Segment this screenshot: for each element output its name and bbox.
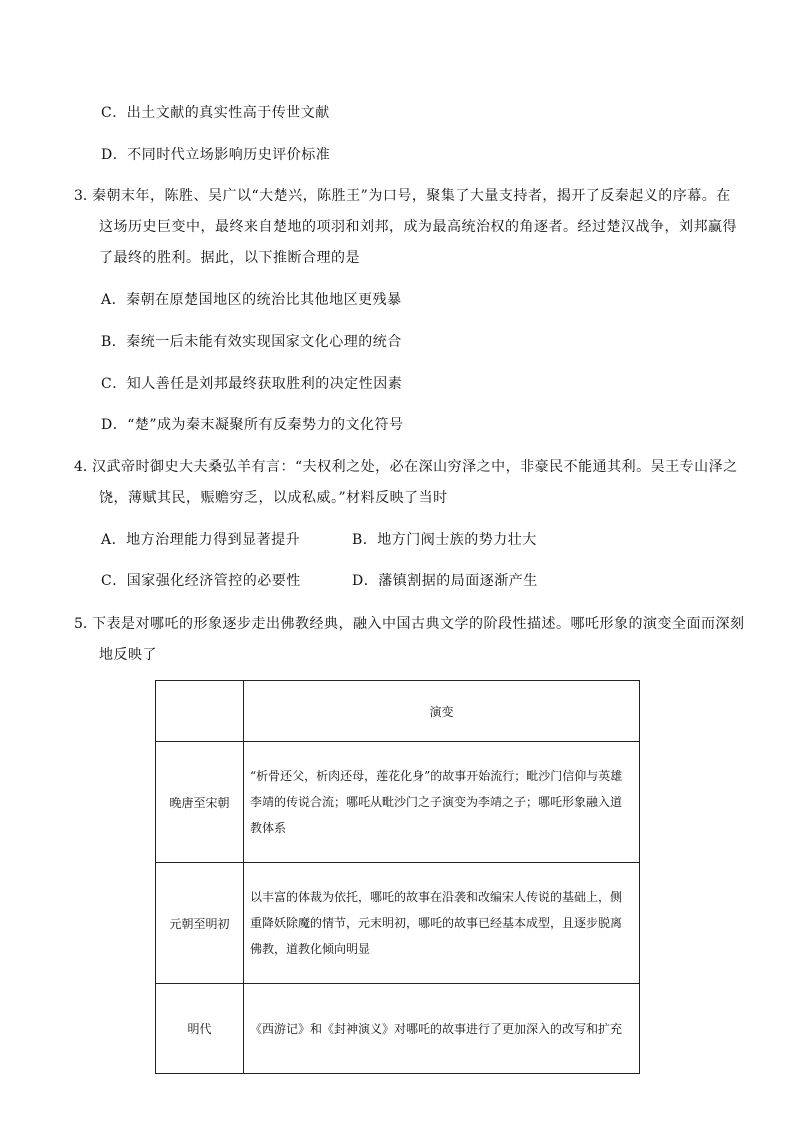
q3-option-c: C．知人善任是刘邦最终获取胜利的决定性因素 bbox=[101, 376, 403, 392]
q4-stem-line-1: 汉武帝时御史大夫桑弘羊有言：“夫权利之处，必在深山穷泽之中，非豪民不能通其利。吴王专山泽之 bbox=[92, 459, 738, 475]
q2-option-d: D．不同时代立场影响历史评价标准 bbox=[101, 147, 331, 163]
q3-stem-line-2: 这场历史巨变中，最终来自楚地的项羽和刘邦，成为最高统治权的角逐者。经过楚汉战争，刘邦赢得 bbox=[99, 219, 737, 235]
q5-stem-line-2: 地反映了 bbox=[99, 647, 157, 663]
q5-table-description: 以丰富的体裁为依托，哪吒的故事在沿袭和改编宋人传说的基础上，侧重降妖除魔的情节，元末明初，哪吒的故事已经基本成型，且逐步脱离佛教，道教化倾向明显 bbox=[244, 863, 640, 984]
q2-option-c: C．出土文献的真实性高于传世文献 bbox=[101, 105, 330, 121]
q3-option-a: A．秦朝在原楚国地区的统治比其他地区更残暴 bbox=[101, 292, 402, 308]
q4-number: 4． bbox=[74, 459, 97, 475]
q5-table-header-right: 演变 bbox=[244, 681, 640, 742]
q5-table-row bbox=[156, 984, 640, 1074]
q4-option-b: B．地方门阀士族的势力壮大 bbox=[352, 532, 537, 548]
q5-stem-line-1: 下表是对哪吒的形象逐步走出佛教经典，融入中国古典文学的阶段性描述。哪吒形象的演变全面而深刻 bbox=[92, 616, 745, 632]
q4-option-a: A．地方治理能力得到显著提升 bbox=[101, 532, 301, 548]
q4-option-c: C．国家强化经济管控的必要性 bbox=[101, 573, 301, 589]
q4-stem-line-2: 饶，薄赋其民，赈赡穷乏，以成私威。”材料反映了当时 bbox=[99, 490, 448, 506]
q3-stem-line-3: 了最终的胜利。据此，以下推断合理的是 bbox=[99, 250, 360, 266]
q3-option-d: D．“楚”成为秦末凝聚所有反秦势力的文化符号 bbox=[101, 417, 404, 433]
q5-number: 5． bbox=[74, 616, 97, 632]
q5-table-row bbox=[156, 742, 640, 863]
q3-option-b: B．秦统一后未能有效实现国家文化心理的统合 bbox=[101, 334, 402, 350]
q5-table-description: “析骨还父，析肉还母，莲花化身”的故事开始流行；毗沙门信仰与英雄李靖的传说合流；哪吒从毗沙门之子演变为李靖之子；哪吒形象融入道教体系 bbox=[244, 742, 640, 863]
q5-table-period: 晚唐至宋朝 bbox=[156, 742, 244, 863]
q5-table-period: 元朝至明初 bbox=[156, 863, 244, 984]
q3-number: 3． bbox=[74, 188, 97, 204]
q5-table-element bbox=[155, 680, 640, 1074]
q5-table-description: 《西游记》和《封神演义》对哪吒的故事进行了更加深入的改写和扩充 bbox=[244, 984, 640, 1074]
q5-table-header-left bbox=[156, 681, 244, 742]
q5-table-header-row bbox=[156, 681, 640, 742]
q5-table-period: 明代 bbox=[156, 984, 244, 1074]
q5-table-row bbox=[156, 863, 640, 984]
q3-stem-line-1: 秦朝末年，陈胜、吴广以“大楚兴，陈胜王”为口号，聚集了大量支持者，揭开了反秦起义的序幕。在 bbox=[92, 188, 731, 204]
q5-table bbox=[155, 680, 640, 1036]
q4-option-d: D．藩镇割据的局面逐渐产生 bbox=[352, 573, 538, 589]
